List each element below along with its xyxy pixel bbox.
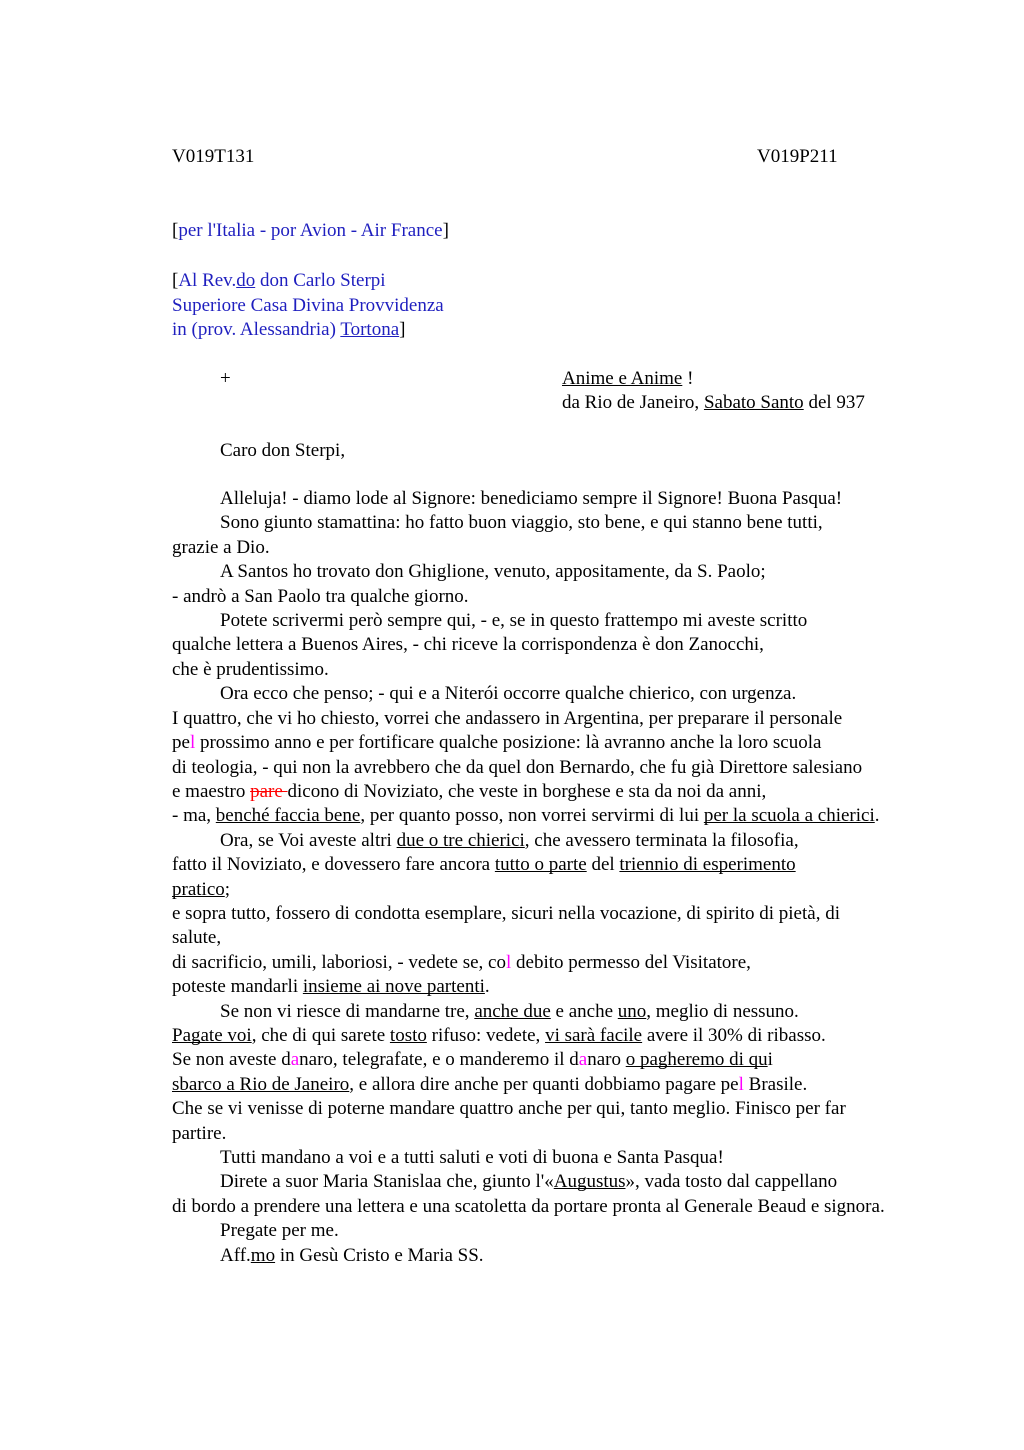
- body-line: I quattro, che vi ho chiesto, vorrei che andassero in Argentina, per preparare il personale: [172, 707, 843, 729]
- cross-symbol: +: [220, 367, 231, 389]
- body-line: di bordo a prendere una lettera e una scatoletta da portare pronta al Generale Beaud e signora.: [172, 1195, 885, 1217]
- body-line: Alleluja! - diamo lode al Signore: benediciamo sempre il Signore! Buona Pasqua!: [220, 488, 843, 510]
- body-line: partire.: [172, 1122, 227, 1144]
- body-line: che è prudentissimo.: [172, 658, 329, 680]
- body-line: qualche lettera a Buenos Aires, - chi riceve la corrispondenza è don Zanocchi,: [172, 634, 764, 656]
- body-line: Direte a suor Maria Stanislaa che, giunto l'«Augustus», vada tosto dal cappellano: [220, 1171, 838, 1193]
- place-date: da Rio de Janeiro, Sabato Santo del 937: [562, 392, 865, 414]
- body-line: Ora ecco che penso; - qui e a Niterói occorre qualche chierico, con urgenza.: [220, 683, 797, 705]
- body-line: pel prossimo anno e per fortificare qualche posizione: là avranno anche la loro scuola: [172, 732, 822, 754]
- motto: Anime e Anime !: [562, 367, 694, 389]
- body-line: e maestro pare dicono di Noviziato, che veste in borghese e sta da noi da anni,: [172, 780, 767, 802]
- body-line: poteste mandarli insieme ai nove partenti.: [172, 976, 490, 998]
- letter-heading: [172, 367, 952, 415]
- body-line: pratico;: [172, 878, 231, 900]
- letter-page: [172, 145, 952, 1268]
- left-code: V019T131: [172, 146, 255, 167]
- body-line: salute,: [172, 927, 222, 949]
- body-line: Potete scrivermi però sempre qui, - e, se in questo frattempo mi aveste scritto: [220, 610, 808, 632]
- body-line: A Santos ho trovato don Ghiglione, venuto, appositamente, da S. Paolo;: [220, 561, 766, 583]
- body-line: Ora, se Voi aveste altri due o tre chierici, che avessero terminata la filosofia,: [220, 829, 799, 851]
- body-line: Se non vi riesce di mandarne tre, anche due e anche uno, meglio di nessuno.: [220, 1000, 799, 1022]
- body-line: grazie a Dio.: [172, 536, 270, 558]
- letter-body: [172, 487, 952, 1268]
- body-line: Pregate per me.: [220, 1220, 339, 1242]
- airmail-route: [per l'Italia - por Avion - Air France]: [172, 220, 449, 241]
- body-line: Pagate voi, che di qui sarete tosto rifuso: vedete, vi sarà facile avere il 30% di ribasso.: [172, 1024, 826, 1046]
- body-line: Aff.mo in Gesù Cristo e Maria SS.: [220, 1244, 484, 1266]
- document-header: [172, 145, 952, 169]
- body-line: e sopra tutto, fossero di condotta esemplare, sicuri nella vocazione, di spirito di pietà, di: [172, 902, 840, 924]
- salutation: Caro don Sterpi,: [220, 439, 346, 461]
- right-code: V019P211: [757, 146, 838, 167]
- body-line: Sono giunto stamattina: ho fatto buon viaggio, sto bene, e qui stanno bene tutti,: [220, 512, 823, 534]
- body-line: - andrò a San Paolo tra qualche giorno.: [172, 585, 469, 607]
- body-line: di sacrificio, umili, laboriosi, - vedete se, col debito permesso del Visitatore,: [172, 951, 751, 973]
- body-line: Che se vi venisse di poterne mandare quattro anche per qui, tanto meglio. Finisco per far: [172, 1098, 846, 1120]
- body-line: di teologia, - qui non la avrebbero che da quel don Bernardo, che fu già Direttore salesiano: [172, 756, 863, 778]
- recipient-address: [Al Rev.do don Carlo Sterpi Superiore Casa Divina Provvidenza in (prov. Alessandria) Tortona]: [172, 270, 444, 341]
- body-line: - ma, benché faccia bene, per quanto posso, non vorrei servirmi di lui per la scuola a chierici.: [172, 805, 880, 827]
- body-line: fatto il Noviziato, e dovessero fare ancora tutto o parte del triennio di esperimento: [172, 854, 796, 876]
- body-line: Tutti mandano a voi e a tutti saluti e voti di buona e Santa Pasqua!: [220, 1147, 724, 1168]
- body-line: sbarco a Rio de Janeiro, e allora dire anche per quanti dobbiamo pagare pel Brasile.: [172, 1073, 808, 1095]
- body-line: Se non aveste danaro, telegrafate, e o manderemo il danaro o pagheremo di qui: [172, 1049, 773, 1071]
